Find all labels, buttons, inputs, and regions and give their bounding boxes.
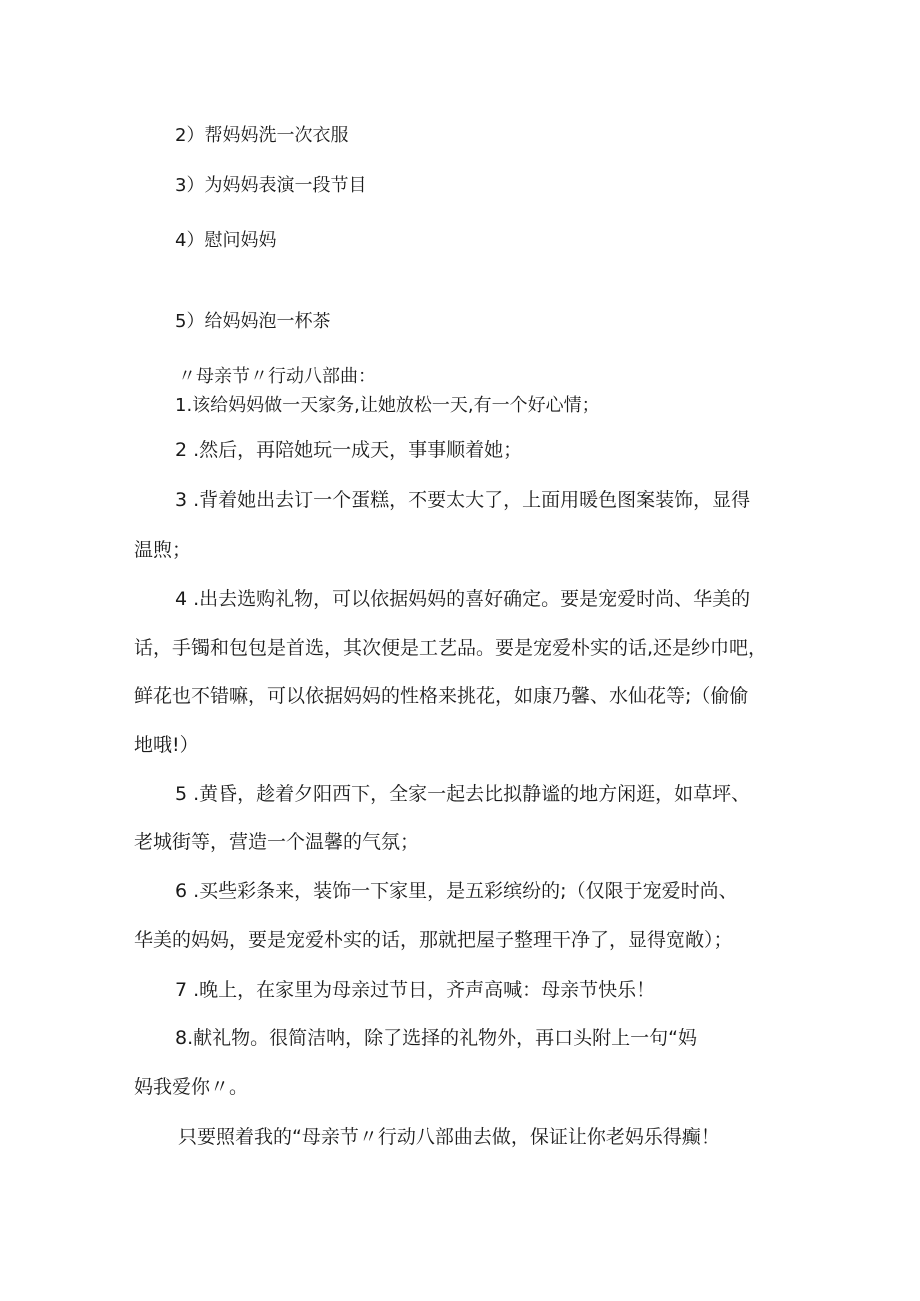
step-4-line-4: 地哦!）	[134, 734, 199, 756]
activity-item-4: 4）慰问妈妈	[175, 230, 277, 251]
step-5-line-1: 5 .黄昏，趁着夕阳西下，全家一起去比拟静谧的地方闲逛，如草坪、	[175, 783, 751, 805]
step-3-line-1: 3 .背着她出去订一个蛋糕，不要太大了，上面用暖色图案装饰，显得	[175, 489, 751, 511]
step-6-line-1: 6 .买些彩条来，装饰一下家里，是五彩缤纷的;（仅限于宠爱时尚、	[175, 880, 738, 902]
step-8-line-2: 妈我爱你〃。	[134, 1076, 249, 1098]
activity-item-2: 2）帮妈妈洗一次衣服	[175, 125, 349, 146]
plan-title: 〃母亲节〃行动八部曲：	[178, 366, 376, 387]
step-3-line-2: 温煦；	[134, 539, 192, 561]
step-4-line-2: 话，手镯和包包是首选，其次便是工艺品。要是宠爱朴实的话,还是纱巾吧，	[134, 637, 768, 659]
closing-line: 只要照着我的“母亲节〃行动八部曲去做，保证让你老妈乐得癫！	[178, 1126, 720, 1148]
step-7: 7 .晚上，在家里为母亲过节日，齐声高喊：母亲节快乐！	[175, 979, 656, 1001]
step-5-line-2: 老城街等，营造一个温馨的气氛；	[134, 831, 420, 853]
step-8-line-1: 8.献礼物。很简洁呐，除了选择的礼物外，再口头附上一句“妈	[175, 1027, 697, 1049]
step-2: 2 .然后，再陪她玩一成天，事事顺着她；	[175, 439, 523, 461]
activity-item-5: 5）给妈妈泡一杯茶	[175, 311, 331, 332]
step-4-line-1: 4 .出去选购礼物，可以依据妈妈的喜好确定。要是宠爱时尚、华美的	[175, 588, 751, 610]
step-1: 1.该给妈妈做一天家务,让她放松一天,有一个好心情；	[175, 395, 600, 416]
step-4-line-3: 鲜花也不错嘛，可以依据妈妈的性格来挑花，如康乃馨、水仙花等;（偷偷	[134, 685, 749, 707]
step-6-line-2: 华美的妈妈，要是宠爱朴实的话，那就把屋子整理干净了，显得宽敞）；	[134, 929, 733, 951]
activity-item-3: 3）为妈妈表演一段节目	[175, 175, 367, 196]
